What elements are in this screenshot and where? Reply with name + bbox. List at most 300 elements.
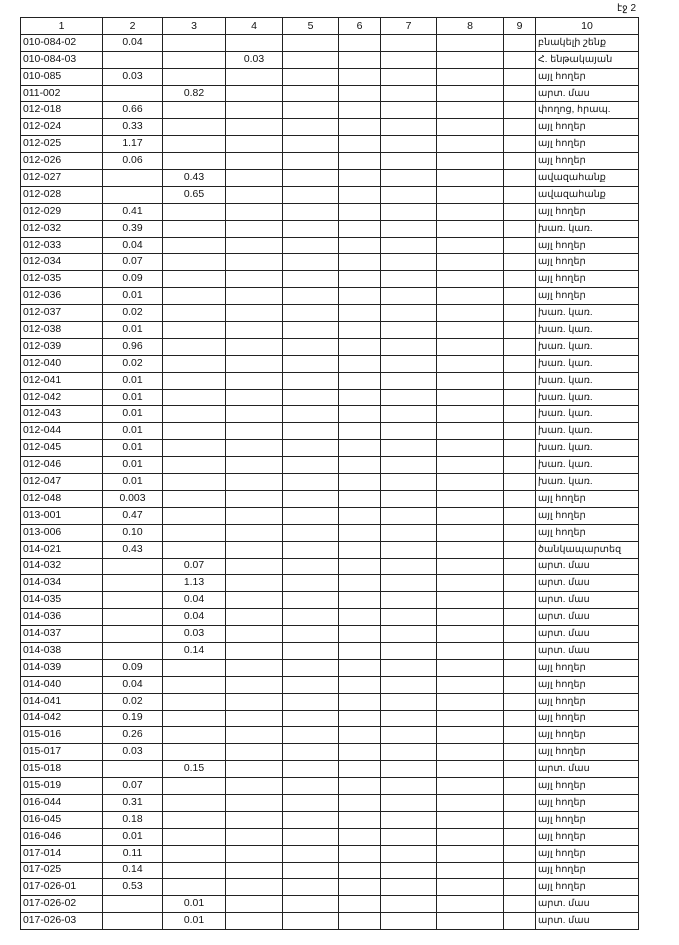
cell-text: 010-085 — [23, 70, 62, 82]
area-cell-col4 — [226, 136, 283, 153]
area-cell-col9 — [504, 710, 536, 727]
area-cell-col8 — [437, 558, 504, 575]
cell-text: 0.31 — [122, 796, 143, 808]
land-use-cell — [536, 440, 639, 457]
area-cell-col2 — [103, 119, 163, 136]
parcel-code-cell — [21, 85, 103, 102]
land-use-cell — [536, 186, 639, 203]
cell-text: արտ. մաս — [537, 628, 590, 639]
cell-text: 0.01 — [183, 898, 205, 910]
area-cell-col4 — [226, 389, 283, 406]
land-use-cell — [536, 119, 639, 136]
area-cell-col9 — [504, 474, 536, 491]
area-cell-col6 — [339, 558, 381, 575]
cell-text: 013-001 — [23, 509, 62, 521]
area-cell-col9 — [504, 440, 536, 457]
land-use-cell — [536, 626, 639, 643]
area-cell-col5 — [283, 474, 339, 491]
area-cell-col6 — [339, 541, 381, 558]
area-cell-col5 — [283, 879, 339, 896]
area-cell-col6 — [339, 524, 381, 541]
area-cell-col8 — [437, 203, 504, 220]
area-cell-col3 — [163, 541, 226, 558]
area-cell-col9 — [504, 322, 536, 339]
land-use-cell — [536, 389, 639, 406]
area-cell-col5 — [283, 558, 339, 575]
land-use-cell — [536, 254, 639, 271]
area-cell-col4 — [226, 85, 283, 102]
area-cell-col4 — [226, 372, 283, 389]
cell-text: խառ. կառ. — [537, 340, 593, 352]
area-cell-col3 — [163, 575, 226, 592]
area-cell-col3 — [163, 811, 226, 828]
parcel-code-cell — [21, 186, 103, 203]
area-cell-col8 — [437, 322, 504, 339]
cell-text: 016-044 — [23, 796, 62, 808]
area-cell-col4 — [226, 879, 283, 896]
cell-text: 0.66 — [122, 104, 143, 116]
area-cell-col4 — [226, 406, 283, 423]
area-cell-col5 — [283, 288, 339, 305]
cell-text: խառ. կառ. — [537, 323, 593, 335]
cell-text: այլ հողեր — [537, 290, 586, 302]
cell-text: արտ. մաս — [537, 898, 590, 910]
area-cell-col9 — [504, 203, 536, 220]
cell-text: 0.15 — [183, 763, 205, 775]
area-cell-col3 — [163, 355, 226, 372]
area-cell-col8 — [437, 389, 504, 406]
area-cell-col6 — [339, 642, 381, 659]
area-cell-col9 — [504, 237, 536, 254]
area-cell-col4 — [226, 237, 283, 254]
parcel-code-cell — [21, 322, 103, 339]
cell-text: 012-044 — [23, 425, 62, 437]
area-cell-col2 — [103, 626, 163, 643]
table-row — [21, 457, 639, 474]
area-cell-col8 — [437, 355, 504, 372]
area-cell-col2 — [103, 220, 163, 237]
area-cell-col2 — [103, 338, 163, 355]
area-cell-col9 — [504, 794, 536, 811]
cell-text: խառ. կառ. — [537, 425, 593, 437]
area-cell-col4 — [226, 186, 283, 203]
area-cell-col5 — [283, 220, 339, 237]
area-cell-col9 — [504, 288, 536, 305]
area-cell-col4 — [226, 541, 283, 558]
cell-text: 014-038 — [23, 644, 62, 656]
area-cell-col9 — [504, 507, 536, 524]
area-cell-col2 — [103, 828, 163, 845]
area-cell-col4 — [226, 761, 283, 778]
parcel-code-cell — [21, 609, 103, 626]
area-cell-col4 — [226, 490, 283, 507]
area-cell-col5 — [283, 119, 339, 136]
area-cell-col7 — [381, 896, 437, 913]
land-use-cell — [536, 659, 639, 676]
area-cell-col2 — [103, 693, 163, 710]
area-cell-col2 — [103, 794, 163, 811]
cell-text: 013-006 — [23, 526, 62, 538]
cell-text: այլ հողեր — [537, 830, 586, 842]
area-cell-col5 — [283, 541, 339, 558]
area-cell-col4 — [226, 423, 283, 440]
area-cell-col6 — [339, 913, 381, 930]
area-cell-col6 — [339, 693, 381, 710]
table-row — [21, 676, 639, 693]
area-cell-col9 — [504, 592, 536, 609]
area-cell-col5 — [283, 727, 339, 744]
area-cell-col7 — [381, 136, 437, 153]
area-cell-col5 — [283, 710, 339, 727]
area-cell-col9 — [504, 727, 536, 744]
area-cell-col8 — [437, 879, 504, 896]
area-cell-col5 — [283, 693, 339, 710]
area-cell-col8 — [437, 153, 504, 170]
area-cell-col7 — [381, 642, 437, 659]
parcel-code-cell — [21, 34, 103, 51]
cell-text: 012-039 — [23, 340, 62, 352]
area-cell-col8 — [437, 288, 504, 305]
cell-text: արտ. մաս — [537, 915, 590, 927]
parcel-code-cell — [21, 828, 103, 845]
area-cell-col2 — [103, 642, 163, 659]
area-cell-col8 — [437, 693, 504, 710]
cell-text: 0.03 — [183, 628, 205, 639]
table-row — [21, 710, 639, 727]
area-cell-col4 — [226, 507, 283, 524]
area-cell-col3 — [163, 862, 226, 879]
area-cell-col7 — [381, 659, 437, 676]
area-cell-col4 — [226, 727, 283, 744]
land-use-cell — [536, 68, 639, 85]
area-cell-col7 — [381, 879, 437, 896]
area-cell-col3 — [163, 642, 226, 659]
cell-text: արտ. մաս — [537, 611, 590, 623]
area-cell-col3 — [163, 457, 226, 474]
area-cell-col8 — [437, 136, 504, 153]
table-row — [21, 761, 639, 778]
area-cell-col9 — [504, 811, 536, 828]
land-use-cell — [536, 541, 639, 558]
cell-text: 015-018 — [23, 763, 62, 775]
area-cell-col4 — [226, 693, 283, 710]
table-body — [21, 34, 639, 929]
area-cell-col6 — [339, 102, 381, 119]
cell-text: 012-029 — [23, 205, 62, 217]
land-use-cell — [536, 778, 639, 795]
area-cell-col6 — [339, 153, 381, 170]
cell-text: 012-040 — [23, 357, 62, 369]
parcel-code-cell — [21, 896, 103, 913]
land-use-cell — [536, 710, 639, 727]
area-cell-col8 — [437, 220, 504, 237]
area-cell-col2 — [103, 524, 163, 541]
area-cell-col3 — [163, 626, 226, 643]
cell-text: ծանկապարտեզ — [537, 543, 622, 555]
area-cell-col9 — [504, 558, 536, 575]
table-row — [21, 609, 639, 626]
parcel-code-cell — [21, 524, 103, 541]
area-cell-col9 — [504, 170, 536, 187]
cell-text: խառ. կառ. — [537, 222, 593, 234]
cell-text: խառ. կառ. — [537, 408, 593, 420]
area-cell-col2 — [103, 34, 163, 51]
area-cell-col9 — [504, 626, 536, 643]
area-cell-col3 — [163, 389, 226, 406]
cell-text: 0.09 — [122, 661, 143, 673]
cell-text: 0.39 — [122, 222, 143, 234]
area-cell-col8 — [437, 862, 504, 879]
area-cell-col7 — [381, 372, 437, 389]
cell-text: արտ. մաս — [537, 594, 590, 606]
area-cell-col9 — [504, 423, 536, 440]
cell-text: 012-028 — [23, 188, 62, 200]
area-cell-col6 — [339, 761, 381, 778]
cell-text: 0.01 — [122, 425, 143, 437]
area-cell-col6 — [339, 186, 381, 203]
cell-text: ավազահանք — [537, 188, 607, 200]
table-row — [21, 490, 639, 507]
area-cell-col4 — [226, 440, 283, 457]
area-cell-col2 — [103, 490, 163, 507]
cell-text: այլ հողեր — [537, 847, 586, 859]
cell-text: 014-037 — [23, 628, 62, 639]
cell-text: խառ. կառ. — [537, 459, 593, 471]
area-cell-col3 — [163, 136, 226, 153]
cell-text: 012-033 — [23, 239, 62, 251]
area-cell-col6 — [339, 727, 381, 744]
area-cell-col2 — [103, 136, 163, 153]
area-cell-col7 — [381, 457, 437, 474]
area-cell-col5 — [283, 778, 339, 795]
land-parcel-table — [20, 17, 639, 930]
area-cell-col4 — [226, 862, 283, 879]
area-cell-col2 — [103, 558, 163, 575]
area-cell-col3 — [163, 85, 226, 102]
cell-text: խառ. կառ. — [537, 357, 593, 369]
cell-text: 0.01 — [122, 374, 143, 386]
area-cell-col5 — [283, 659, 339, 676]
cell-text: 017-014 — [23, 847, 62, 859]
cell-text: 016-046 — [23, 830, 62, 842]
cell-text: 0.18 — [122, 813, 143, 825]
area-cell-col7 — [381, 727, 437, 744]
column-header-6: 6 — [339, 18, 381, 35]
cell-text: 0.10 — [122, 526, 143, 538]
area-cell-col7 — [381, 761, 437, 778]
land-use-cell — [536, 676, 639, 693]
cell-text: 014-032 — [23, 560, 62, 572]
area-cell-col5 — [283, 271, 339, 288]
parcel-code-cell — [21, 68, 103, 85]
area-cell-col6 — [339, 119, 381, 136]
area-cell-col7 — [381, 676, 437, 693]
area-cell-col2 — [103, 288, 163, 305]
land-use-cell — [536, 237, 639, 254]
area-cell-col5 — [283, 609, 339, 626]
land-use-cell — [536, 524, 639, 541]
table-row — [21, 794, 639, 811]
area-cell-col8 — [437, 744, 504, 761]
area-cell-col2 — [103, 575, 163, 592]
area-cell-col7 — [381, 626, 437, 643]
cell-text: 0.33 — [122, 121, 143, 133]
area-cell-col3 — [163, 879, 226, 896]
land-use-cell — [536, 862, 639, 879]
table-row — [21, 592, 639, 609]
table-row — [21, 811, 639, 828]
cell-text: 014-021 — [23, 543, 62, 555]
area-cell-col2 — [103, 744, 163, 761]
cell-text: այլ հողեր — [537, 661, 586, 673]
parcel-code-cell — [21, 136, 103, 153]
area-cell-col8 — [437, 474, 504, 491]
table-row — [21, 423, 639, 440]
header-row — [21, 18, 639, 35]
cell-text: 012-045 — [23, 442, 62, 454]
cell-text: 0.43 — [122, 543, 143, 555]
area-cell-col5 — [283, 524, 339, 541]
cell-text: 012-032 — [23, 222, 62, 234]
parcel-code-cell — [21, 862, 103, 879]
area-cell-col4 — [226, 457, 283, 474]
area-cell-col4 — [226, 338, 283, 355]
cell-text: 017-026-02 — [23, 898, 77, 910]
area-cell-col7 — [381, 541, 437, 558]
cell-text: 0.11 — [122, 847, 143, 859]
area-cell-col4 — [226, 811, 283, 828]
cell-text: արտ. մաս — [537, 577, 590, 589]
area-cell-col5 — [283, 626, 339, 643]
area-cell-col8 — [437, 186, 504, 203]
area-cell-col4 — [226, 845, 283, 862]
table-row — [21, 237, 639, 254]
area-cell-col2 — [103, 913, 163, 930]
cell-text: 012-026 — [23, 155, 62, 167]
area-cell-col7 — [381, 102, 437, 119]
area-cell-col9 — [504, 51, 536, 68]
land-use-cell — [536, 34, 639, 51]
area-cell-col5 — [283, 136, 339, 153]
area-cell-col2 — [103, 85, 163, 102]
area-cell-col6 — [339, 203, 381, 220]
area-cell-col4 — [226, 592, 283, 609]
cell-text: 012-018 — [23, 104, 62, 116]
table-row — [21, 338, 639, 355]
table-row — [21, 659, 639, 676]
table-row — [21, 288, 639, 305]
area-cell-col7 — [381, 440, 437, 457]
area-cell-col9 — [504, 457, 536, 474]
land-use-cell — [536, 203, 639, 220]
area-cell-col5 — [283, 406, 339, 423]
cell-text: 0.01 — [122, 290, 143, 302]
area-cell-col5 — [283, 355, 339, 372]
table-row — [21, 845, 639, 862]
area-cell-col4 — [226, 203, 283, 220]
area-cell-col7 — [381, 322, 437, 339]
area-cell-col2 — [103, 68, 163, 85]
cell-text: այլ հողեր — [537, 509, 586, 521]
cell-text: 0.07 — [183, 560, 205, 572]
area-cell-col5 — [283, 761, 339, 778]
area-cell-col3 — [163, 710, 226, 727]
area-cell-col3 — [163, 896, 226, 913]
area-cell-col8 — [437, 170, 504, 187]
cell-text: 0.01 — [122, 391, 143, 403]
cell-text: այլ հողեր — [537, 205, 586, 217]
cell-text: 0.01 — [122, 459, 143, 471]
area-cell-col6 — [339, 271, 381, 288]
area-cell-col5 — [283, 896, 339, 913]
cell-text: 014-039 — [23, 661, 62, 673]
area-cell-col7 — [381, 68, 437, 85]
cell-text: 017-026-01 — [23, 881, 77, 893]
cell-text: 012-034 — [23, 256, 62, 268]
cell-text: 0.04 — [183, 611, 205, 623]
area-cell-col8 — [437, 710, 504, 727]
area-cell-col4 — [226, 220, 283, 237]
area-cell-col6 — [339, 575, 381, 592]
area-cell-col4 — [226, 913, 283, 930]
land-use-cell — [536, 896, 639, 913]
table-row — [21, 744, 639, 761]
area-cell-col8 — [437, 305, 504, 322]
cell-text: արտ. մաս — [537, 763, 590, 775]
area-cell-col5 — [283, 85, 339, 102]
cell-text: 012-042 — [23, 391, 62, 403]
cell-text: այլ հողեր — [537, 864, 586, 876]
area-cell-col5 — [283, 153, 339, 170]
parcel-code-cell — [21, 541, 103, 558]
area-cell-col3 — [163, 220, 226, 237]
table-row — [21, 626, 639, 643]
area-cell-col4 — [226, 271, 283, 288]
area-cell-col7 — [381, 271, 437, 288]
area-cell-col2 — [103, 423, 163, 440]
area-cell-col9 — [504, 761, 536, 778]
cell-text: 0.43 — [183, 171, 205, 183]
area-cell-col6 — [339, 845, 381, 862]
cell-text: 014-035 — [23, 594, 62, 606]
cell-text: 012-038 — [23, 323, 62, 335]
column-header-9: 9 — [504, 18, 536, 35]
area-cell-col7 — [381, 119, 437, 136]
area-cell-col5 — [283, 490, 339, 507]
cell-text: 017-026-03 — [23, 915, 77, 927]
cell-text: 0.01 — [122, 475, 143, 487]
parcel-code-cell — [21, 727, 103, 744]
table-row — [21, 913, 639, 930]
table-row — [21, 389, 639, 406]
area-cell-col9 — [504, 186, 536, 203]
cell-text: 0.02 — [122, 357, 143, 369]
cell-text: փողոց, հրապ. — [537, 104, 611, 116]
area-cell-col3 — [163, 507, 226, 524]
cell-text: 014-042 — [23, 712, 62, 724]
land-use-cell — [536, 372, 639, 389]
area-cell-col9 — [504, 676, 536, 693]
land-use-cell — [536, 288, 639, 305]
area-cell-col6 — [339, 355, 381, 372]
table-row — [21, 693, 639, 710]
parcel-code-cell — [21, 457, 103, 474]
area-cell-col5 — [283, 237, 339, 254]
table-row — [21, 355, 639, 372]
area-cell-col4 — [226, 288, 283, 305]
area-cell-col6 — [339, 710, 381, 727]
parcel-code-cell — [21, 119, 103, 136]
